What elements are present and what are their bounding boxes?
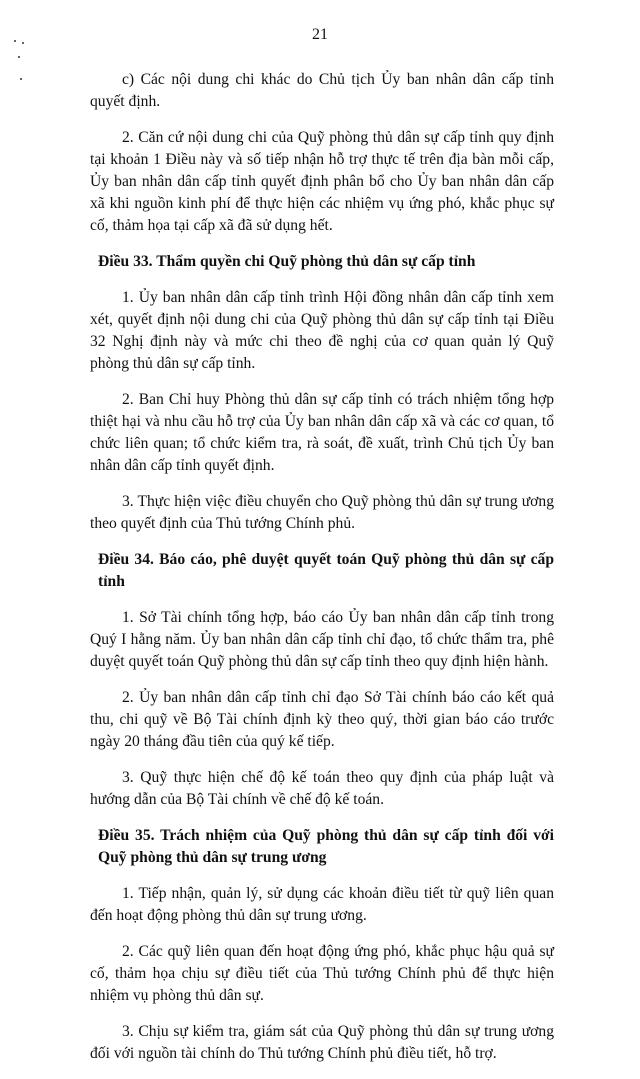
paragraph: 2. Các quỹ liên quan đến hoạt động ứng phó, khắc phục hậu quả sự cố, thảm họa chịu sự điều tiết của Thủ tướng Chính phủ để thực hiện nhiệm vụ phòng thủ dân sự. <box>90 943 554 1004</box>
paragraph: 1. Tiếp nhận, quản lý, sử dụng các khoản điều tiết từ quỹ liên quan đến hoạt động phòng thủ dân sự trung ương. <box>90 885 554 924</box>
document-body <box>90 69 554 1079</box>
paragraph: 3. Chịu sự kiểm tra, giám sát của Quỹ phòng thủ dân sự trung ương đối với nguồn tài chính do Thủ tướng Chính phủ điều tiết, hỗ trợ. <box>90 1023 554 1062</box>
scan-speck <box>20 78 22 80</box>
paragraph: 3. Quỹ thực hiện chế độ kế toán theo quy định của pháp luật và hướng dẫn của Bộ Tài chính về chế độ kế toán. <box>90 769 554 808</box>
page-number: 21 <box>312 26 328 43</box>
paragraph: 2. Ủy ban nhân dân cấp tỉnh chỉ đạo Sở Tài chính báo cáo kết quả thu, chi quỹ về Bộ Tài chính định kỳ theo quý, thời gian báo cáo trước ngày 20 tháng đầu tiên của quý kế tiếp. <box>90 689 554 750</box>
paragraph: 1. Sở Tài chính tổng hợp, báo cáo Ủy ban nhân dân cấp tỉnh trong Quý I hằng năm. Ủy ban nhân dân cấp tỉnh chỉ đạo, tổ chức thẩm tra, phê duyệt quyết toán Quỹ phòng thủ dân sự cấp tỉnh theo quy định hiện hành. <box>90 609 554 670</box>
article-heading: Điều 35. Trách nhiệm của Quỹ phòng thủ dân sự cấp tỉnh đối với Quỹ phòng thủ dân sự trung ương <box>98 827 554 866</box>
paragraph: 2. Ban Chỉ huy Phòng thủ dân sự cấp tỉnh có trách nhiệm tổng hợp thiệt hại và nhu cầu hỗ trợ của Ủy ban nhân dân cấp xã và các cơ quan, tổ chức liên quan; tổ chức kiểm tra, rà soát, đề xuất, trình Chủ tịch Ủy ban nhân dân cấp tỉnh quyết định. <box>90 391 554 474</box>
paragraph: c) Các nội dung chi khác do Chủ tịch Ủy ban nhân dân cấp tỉnh quyết định. <box>90 71 554 110</box>
scan-speck <box>14 40 16 42</box>
scan-speck <box>22 42 24 44</box>
paragraph: 3. Thực hiện việc điều chuyển cho Quỹ phòng thủ dân sự trung ương theo quyết định của Thủ tướng Chính phủ. <box>90 493 554 532</box>
paragraph: 1. Ủy ban nhân dân cấp tỉnh trình Hội đồng nhân dân cấp tỉnh xem xét, quyết định nội dung chi của Quỹ phòng thủ dân sự cấp tỉnh tại Điều 32 Nghị định này và mức chi theo đề nghị của cơ quan quản lý Quỹ phòng thủ dân sự cấp tỉnh. <box>90 289 554 372</box>
article-heading: Điều 33. Thẩm quyền chi Quỹ phòng thủ dân sự cấp tỉnh <box>98 253 476 270</box>
scan-speck <box>18 56 20 58</box>
paragraph: 2. Căn cứ nội dung chi của Quỹ phòng thủ dân sự cấp tỉnh quy định tại khoản 1 Điều này và số tiếp nhận hỗ trợ thực tế trên địa bàn mỗi cấp, Ủy ban nhân dân cấp tỉnh quyết định phân bổ cho Ủy ban nhân dân cấp xã khi nguồn kinh phí để thực hiện các nhiệm vụ ứng phó, khắc phục sự cố, thảm họa tại cấp xã đã sử dụng hết. <box>90 129 554 234</box>
article-heading: Điều 34. Báo cáo, phê duyệt quyết toán Quỹ phòng thủ dân sự cấp tỉnh <box>98 551 554 590</box>
